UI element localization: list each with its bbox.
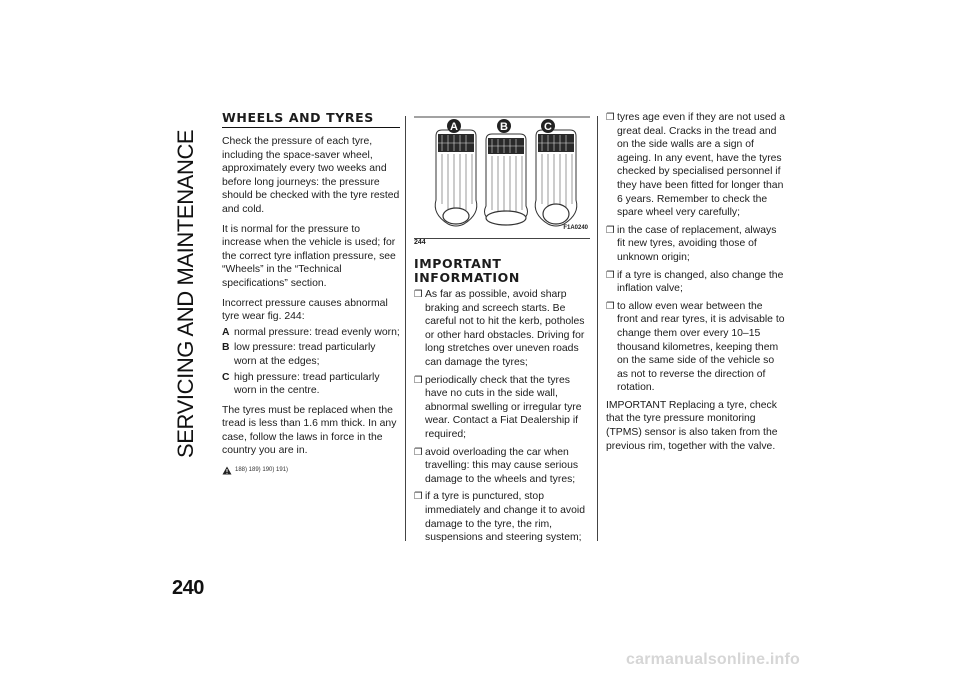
section-heading: WHEELS AND TYRES	[222, 111, 400, 128]
list-item	[606, 300, 786, 395]
item-text: if a tyre is punctured, stop immediately and change it to avoid damage to the tyre, the rim, suspensions and steering system;	[425, 491, 585, 544]
item-text: if a tyre is changed, also change the inflation valve;	[617, 269, 784, 295]
tyre-a-drawing	[435, 130, 477, 226]
checkbox-bullet-icon: ❒	[414, 491, 423, 503]
item-letter: C	[222, 371, 230, 383]
list-item	[414, 288, 590, 370]
item-letter: B	[222, 342, 230, 354]
figure-244	[414, 114, 590, 247]
item-text: in the case of replacement, always fit new tyres, avoiding those of unknown origin;	[617, 224, 777, 263]
warning-refs-text: 188) 189) 190) 191)	[235, 467, 289, 474]
column-important-information	[414, 111, 590, 549]
watermark[interactable]: carmanualsonline.info	[626, 651, 801, 668]
paragraph: Incorrect pressure causes abnormal tyre wear fig. 244:	[222, 297, 388, 323]
checkbox-bullet-icon: ❒	[606, 112, 615, 123]
item-text: low pressure: tread particularly worn at the edges;	[234, 342, 376, 367]
page-number: 240	[172, 577, 204, 599]
checkbox-bullet-icon: ❒	[606, 300, 615, 312]
column-divider	[597, 116, 598, 541]
checkbox-bullet-icon: ❒	[606, 224, 615, 236]
checkbox-bullet-icon: ❒	[414, 289, 423, 300]
tyre-wear-figure	[414, 114, 590, 247]
list-item	[606, 111, 786, 220]
column-tyre-advice	[606, 111, 786, 459]
section-title: SERVICING AND MAINTENANCE	[173, 129, 198, 458]
section-heading: IMPORTANT INFORMATION	[414, 256, 520, 285]
figure-label: A	[450, 121, 458, 133]
list-item	[414, 374, 590, 442]
item-text: high pressure: tread particularly worn in the centre.	[234, 371, 380, 397]
figure-label: C	[544, 121, 552, 133]
item-text: As far as possible, avoid sharp braking and screech starts. Be careful not to hit the kerb, potholes or other hard obstacles. Driving for long stretches over uneven roads can damage the tyres;	[425, 289, 585, 368]
column-wheels-and-tyres	[222, 111, 400, 478]
figure-code: F1A0240	[563, 225, 588, 232]
item-text: to allow even wear between the front and rear tyres, it is advisable to change them over every 10–15 thousand kilometres, keeping them on the same side of the vehicle so as not to reverse the direction of rotation.	[617, 300, 785, 394]
column-divider	[405, 116, 406, 541]
figure-number: 244	[414, 239, 426, 247]
warning-references	[222, 464, 400, 478]
figure-label: B	[500, 121, 508, 133]
checkbox-bullet-icon: ❒	[414, 446, 423, 458]
list-item	[414, 446, 590, 487]
tyre-wear-illustration	[414, 114, 590, 238]
tyre-c-drawing	[535, 130, 577, 226]
paragraph: It is normal for the pressure to increase when the vehicle is used; for the correct tyre inflation pressure, see “Wheels” in the “Technical specifications” section.	[222, 223, 396, 289]
item-text: tyres age even if they are not used a great deal. Cracks in the tread and on the side walls are a sign of ageing. In any event, have the tyres checked by specialised personnel if they have been fitted for longer than 6 years. Remember to check the spare wheel very carefully;	[617, 112, 786, 219]
list-item	[222, 326, 400, 340]
paragraph: Check the pressure of each tyre, including the space-saver wheel, approximately every two weeks and before long journeys: the pressure should be checked with the tyre rested and cold.	[222, 136, 400, 215]
item-letter: A	[222, 326, 230, 338]
paragraph: The tyres must be replaced when the tread is less than 1.6 mm thick. In any case, follow the laws in force in the country you are in.	[222, 404, 397, 457]
tyre-b-drawing	[485, 134, 528, 225]
list-item	[606, 269, 786, 296]
list-item	[414, 490, 590, 544]
warning-triangle-icon	[222, 466, 232, 475]
list-item	[222, 371, 400, 398]
item-text: normal pressure: tread evenly worn;	[234, 326, 400, 338]
list-item	[606, 224, 786, 265]
item-text: periodically check that the tyres have no cuts in the side wall, abnormal swelling or irregular tyre wear. Contact a Fiat Dealership if required;	[425, 374, 582, 440]
important-note: IMPORTANT Replacing a tyre, check that the tyre pressure monitoring (TPMS) sensor is also taken from the previous rim, together with the valve.	[606, 399, 778, 452]
item-text: avoid overloading the car when travelling: this may cause serious damage to the wheels and tyres;	[425, 446, 579, 485]
checkbox-bullet-icon: ❒	[606, 269, 615, 281]
list-item	[222, 341, 400, 368]
checkbox-bullet-icon: ❒	[414, 374, 423, 386]
